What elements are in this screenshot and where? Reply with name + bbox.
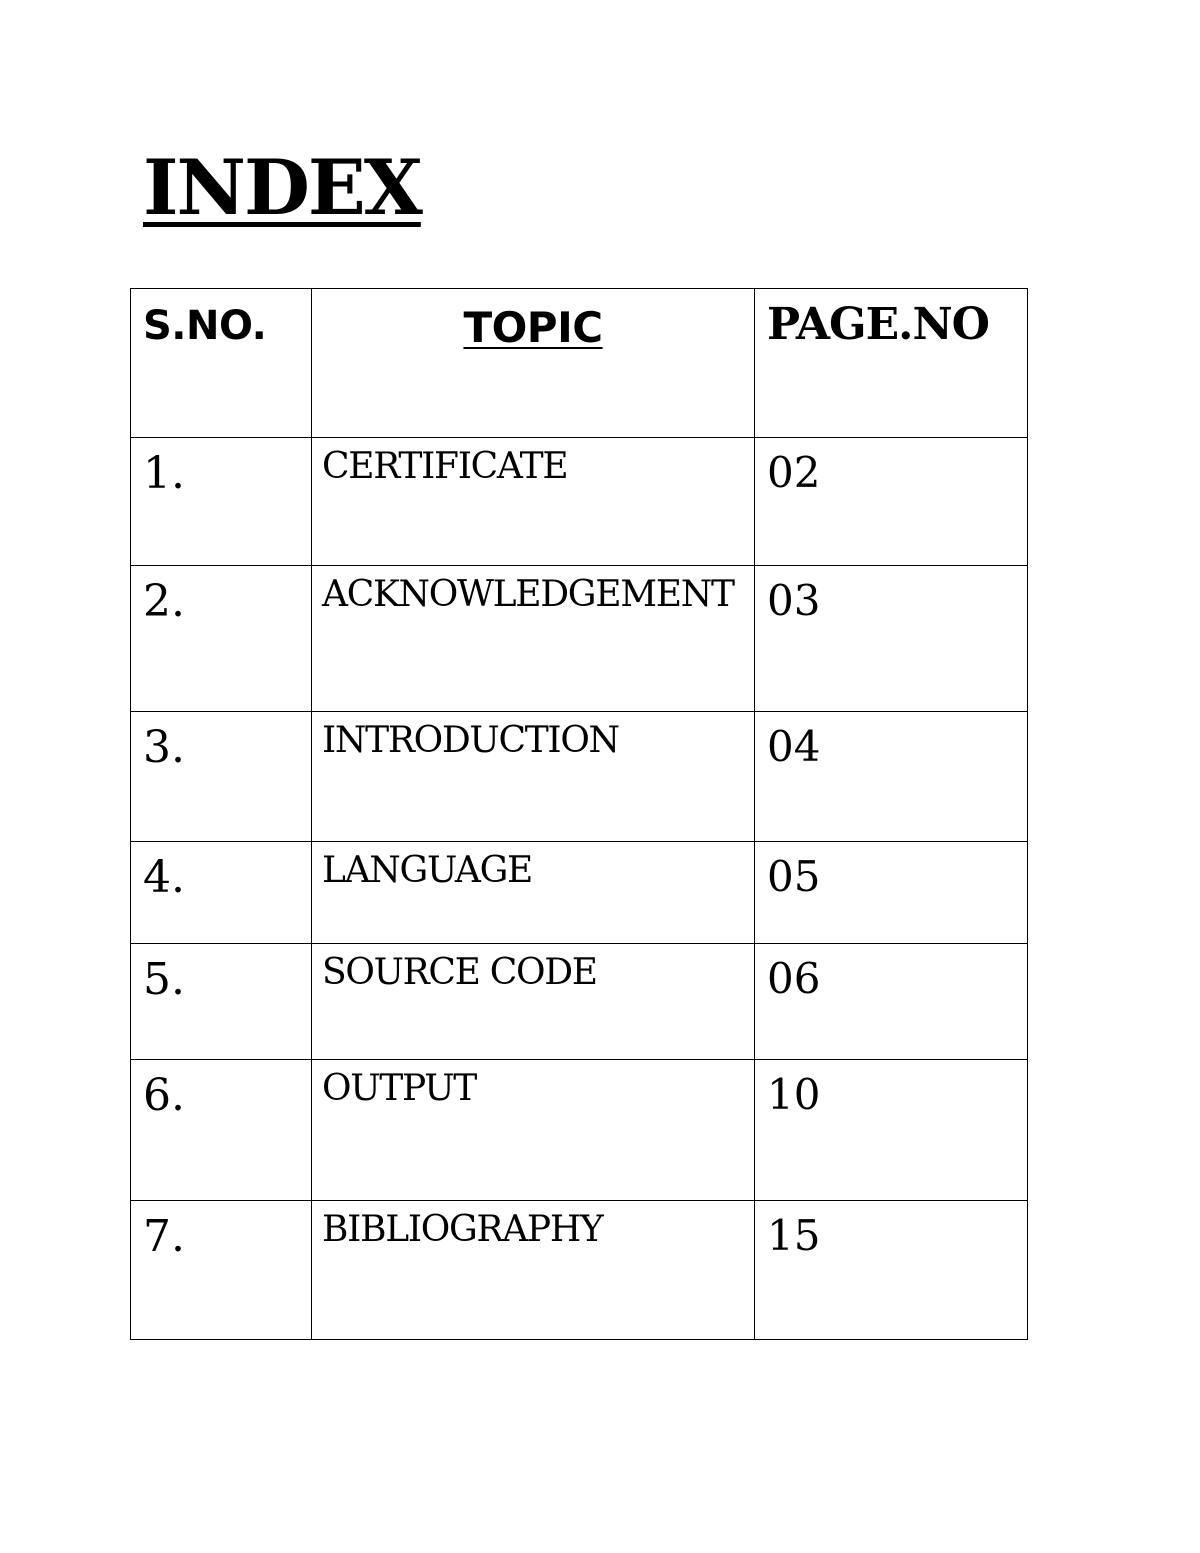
row-topic: INTRODUCTION [312,712,755,842]
table-row [131,712,1028,842]
row-sno: 5. [131,944,312,1060]
row-sno: 2. [131,566,312,712]
row-sno: 6. [131,1060,312,1201]
table-row [131,944,1028,1060]
table-row [131,1060,1028,1201]
header-topic: TOPIC [312,289,755,438]
row-sno: 7. [131,1201,312,1340]
table-row [131,1201,1028,1340]
table-row [131,438,1028,566]
row-page-no: 10 [755,1060,1028,1201]
table-header-row [131,289,1028,438]
row-topic: OUTPUT [312,1060,755,1201]
row-sno: 1. [131,438,312,566]
row-topic: LANGUAGE [312,842,755,944]
table-row [131,566,1028,712]
row-topic: ACKNOWLEDGEMENT [312,566,755,712]
row-topic: BIBLIOGRAPHY [312,1201,755,1340]
row-topic: CERTIFICATE [312,438,755,566]
row-page-no: 02 [755,438,1028,566]
row-page-no: 03 [755,566,1028,712]
row-page-no: 06 [755,944,1028,1060]
row-topic: SOURCE CODE [312,944,755,1060]
row-page-no: 15 [755,1201,1028,1340]
page-title: INDEX [143,143,421,232]
header-sno: S.NO. [131,289,312,438]
row-page-no: 05 [755,842,1028,944]
header-page-no: PAGE.NO [755,289,1028,438]
row-sno: 3. [131,712,312,842]
index-table [130,288,1028,1340]
table-row [131,842,1028,944]
row-sno: 4. [131,842,312,944]
row-page-no: 04 [755,712,1028,842]
